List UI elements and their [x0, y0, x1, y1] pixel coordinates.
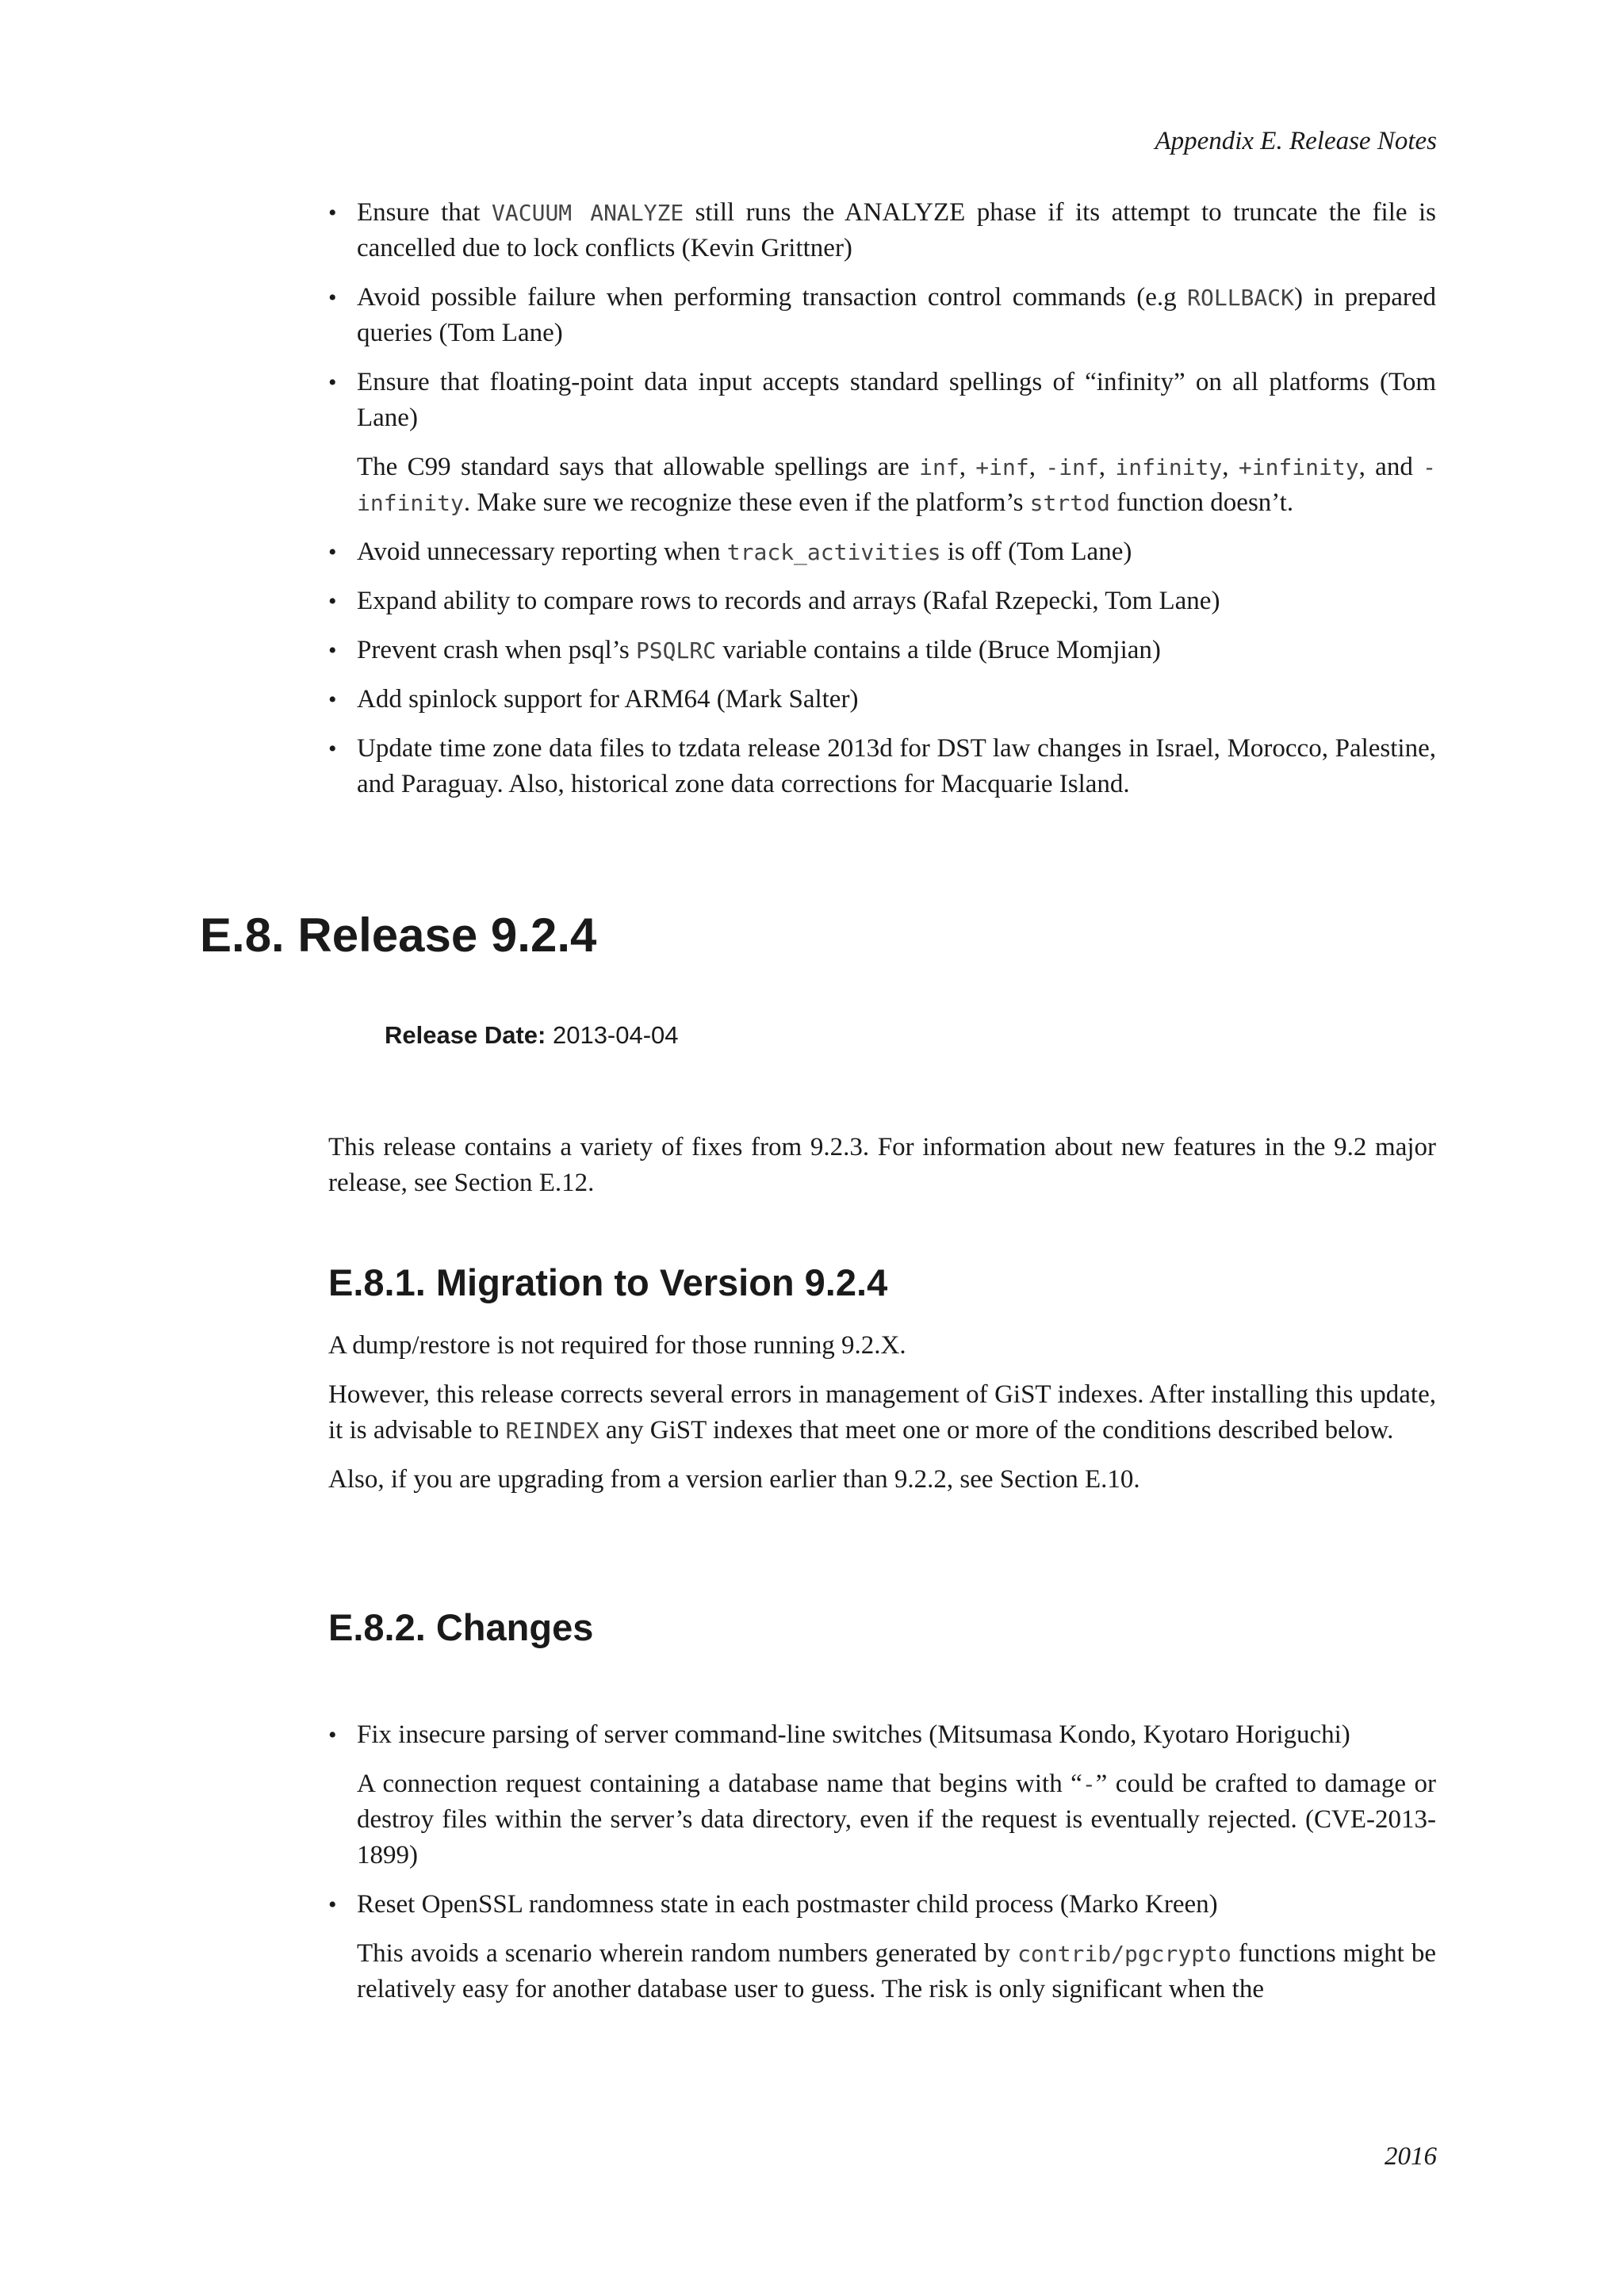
page-number: 2016: [1385, 2142, 1437, 2171]
migration-paragraph: Also, if you are upgrading from a version earlier than 9.2.2, see Section E.10.: [328, 1465, 1140, 1494]
code-psqlrc: PSQLRC: [635, 637, 717, 664]
release-intro: [328, 1130, 1436, 1201]
item-detail: The C99 standard says that allowable spellings are inf, +inf, -inf, infinity, +infinity, and -infinity. Make sure we recognize these even if the platform’s strtod function doesn’t.: [357, 453, 1437, 517]
changes-section: [328, 1717, 1436, 2021]
migration-section: [328, 1328, 1436, 1511]
code-pgcrypto: contrib/pgcrypto: [1017, 1941, 1231, 1967]
list-item: [328, 365, 1436, 521]
code-vacuum-analyze: VACUUM ANALYZE: [492, 200, 684, 226]
item-text: • Reset OpenSSL randomness state in each postmaster child process (Marko Kreen): [357, 1890, 1218, 1919]
code-rollback: ROLLBACK: [1187, 285, 1294, 311]
list-item: [328, 1887, 1436, 2007]
item-text: • Avoid unnecessary reporting when track_activities is off (Tom Lane): [357, 538, 1132, 566]
running-header: Appendix E. Release Notes: [1155, 127, 1437, 155]
item-text: • Avoid possible failure when performing transaction control commands (e.g ROLLBACK) in prepared queries (Tom Lane): [357, 283, 1437, 347]
item-text: • Update time zone data files to tzdata release 2013d for DST law changes in Israel, Morocco, Palestine, and Paraguay. Also, historical zone data corrections for Macquarie Island.: [357, 734, 1436, 798]
item-detail: A connection request containing a database name that begins with “-” could be crafted to damage or destroy files within the server’s data directory, even if the request is eventually rejected. (CVE-2013-1899): [357, 1770, 1436, 1869]
list-item: [328, 195, 1436, 266]
migration-paragraph: However, this release corrects several errors in management of GiST indexes. After installing this update, it is advisable to REINDEX any GiST indexes that meet one or more of the conditions described below.: [328, 1380, 1436, 1445]
item-detail: This avoids a scenario wherein random numbers generated by contrib/pgcrypto functions might be relatively easy for another database user to guess. The risk is only significant when the: [357, 1939, 1436, 2003]
release-heading: E.8. Release 9.2.4: [200, 909, 597, 962]
changes-heading: E.8.2. Changes: [328, 1606, 594, 1648]
code-track-activities: track_activities: [726, 539, 941, 565]
list-item: [328, 280, 1436, 351]
item-text: • Ensure that VACUUM ANALYZE still runs the ANALYZE phase if its attempt to truncate the file is cancelled due to lock conflicts (Kevin Grittner): [357, 198, 1436, 262]
list-item: [328, 731, 1436, 802]
item-text: • Fix insecure parsing of server command-line switches (Mitsumasa Kondo, Kyotaro Horiguchi): [357, 1720, 1350, 1749]
item-text: • Expand ability to compare rows to records and arrays (Rafal Rzepecki, Tom Lane): [357, 587, 1220, 615]
release-date: [385, 1020, 679, 1051]
migration-heading: E.8.1. Migration to Version 9.2.4: [328, 1261, 888, 1303]
intro-paragraph: This release contains a variety of fixes from 9.2.3. For information about new features in the 9.2 major release, see Section E.12.: [328, 1133, 1436, 1197]
list-item: [328, 1717, 1436, 1873]
release-date-value: 2013-04-04: [552, 1021, 679, 1049]
item-text: • Ensure that floating-point data input accepts standard spellings of “infinity” on all platforms (Tom Lane): [357, 368, 1436, 432]
migration-paragraph: A dump/restore is not required for those running 9.2.X.: [328, 1331, 906, 1360]
list-item: [328, 633, 1436, 668]
item-text: • Prevent crash when psql’s PSQLRC variable contains a tilde (Bruce Momjian): [357, 636, 1161, 664]
code-reindex: REINDEX: [505, 1418, 599, 1444]
item-text: • Add spinlock support for ARM64 (Mark Salter): [357, 685, 859, 714]
code-dash: -: [1082, 1771, 1096, 1797]
release-date-label: Release Date:: [385, 1021, 546, 1049]
release-notes-list-top: [328, 195, 1436, 816]
list-item: [328, 584, 1436, 619]
list-item: [328, 682, 1436, 718]
list-item: [328, 534, 1436, 570]
